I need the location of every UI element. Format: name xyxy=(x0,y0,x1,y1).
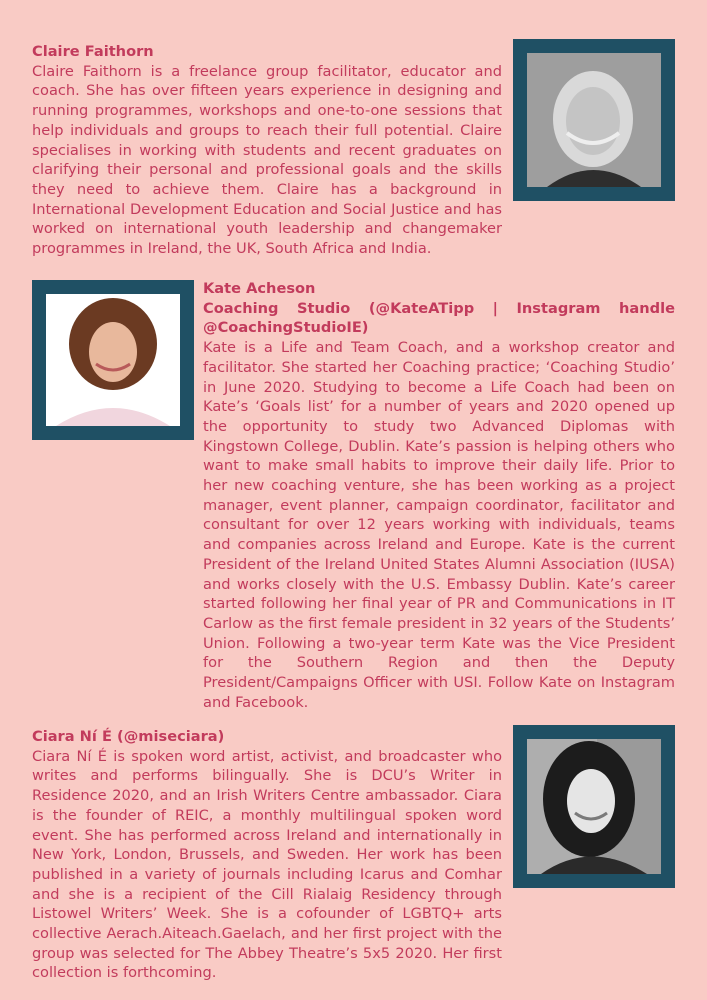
bio-name: Kate Acheson xyxy=(203,280,316,297)
portrait-claire xyxy=(527,53,661,187)
bio-claire xyxy=(32,42,502,259)
bio-ciara xyxy=(32,727,502,983)
bio-body: Claire Faithorn is a freelance group facilitator, educator and coach. She has over fifteen years experience in designing and running programmes, workshops and one-to-one sessions that help individuals and groups to reach their full potential. Claire specialises in working with students and recent graduates on clarifying their personal and professional goals and the skills they need to achieve them. Claire has a background in International Development Education and Social Justice and has worked on international youth leadership and changemaker programmes in Ireland, the UK, South Africa and India. xyxy=(32,62,502,258)
photo-frame-kate xyxy=(32,280,194,440)
photo-frame-ciara xyxy=(513,725,675,888)
bio-body: Ciara Ní É is spoken word artist, activist, and broadcaster who writes and performs bilingually. She is DCU’s Writer in Residence 2020, and an Irish Writers Centre ambassador. Ciara is the founder of REIC, a monthly multilingual spoken word event. She has performed across Ireland and internationally in New York, London, Brussels, and Sweden. Her work has been published in a variety of journals including Icarus and Comhar and she is a recipient of the Cill Rialaig Residency through Listowel Writers’ Week. She is a cofounder of LGBTQ+ arts collective Aerach.Aiteach.Gaelach, and her first project with the group was selected for The Abbey Theatre’s 5x5 2020. Her first collection is forthcoming. xyxy=(32,747,502,982)
portrait-kate xyxy=(46,294,180,426)
bio-subtitle: Coaching Studio (@KateATipp | Instagram handle @CoachingStudioIE) xyxy=(203,299,675,337)
photo-frame-claire xyxy=(513,39,675,201)
portrait-ciara xyxy=(527,739,661,874)
bio-name: Ciara Ní É (@miseciara) xyxy=(32,728,225,745)
bio-body: Kate is a Life and Team Coach, and a workshop creator and facilitator. She started her Coaching practice; ‘Coaching Studio’ in June 2020. Studying to become a Life Coach had been on Kate’s ‘Goals list’ for a number of years and 2020 opened up the opportunity to study two Advanced Diplomas with Kingstown College, Dublin. Kate’s passion is helping others who want to make small habits to improve their daily life. Prior to her new coaching venture, she has been working as a project manager, event planner, campaign coordinator, facilitator and consultant for over 12 years working with individuals, teams and companies across Ireland and Europe. Kate is the current President of the Ireland United States Alumni Association (IUSA) and works closely with the U.S. Embassy Dublin. Kate’s career started following her final year of PR and Communications in IT Carlow as the first female president in 32 years of the Students’ Union. Following a two-year term Kate was the Vice President for the Southern Region and then the Deputy President/Campaigns Officer with USI. Follow Kate on Instagram and Facebook. xyxy=(203,339,675,711)
bio-name: Claire Faithorn xyxy=(32,43,154,60)
bio-kate xyxy=(203,279,675,712)
